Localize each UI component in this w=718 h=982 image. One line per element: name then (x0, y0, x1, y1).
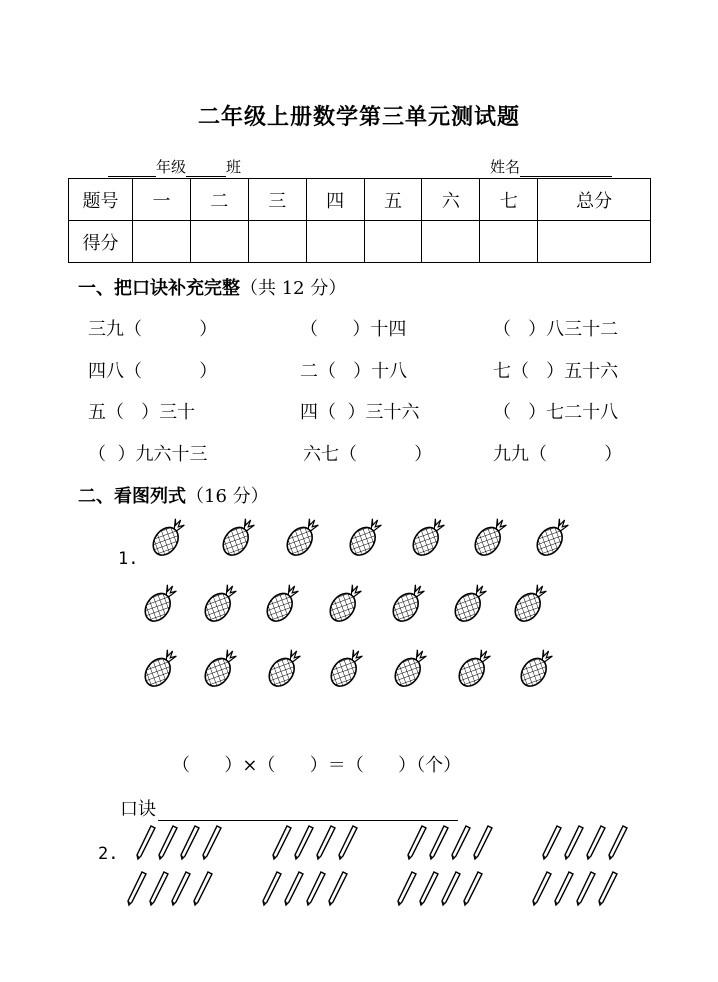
pencil-group (128, 826, 627, 905)
header-cell: 六 (422, 179, 480, 221)
fill-item[interactable]: 二（ ）十八 (300, 361, 408, 382)
pencil-icon (137, 826, 155, 859)
pencil-icon (339, 826, 357, 859)
question-number: 1. (118, 549, 139, 569)
pencil-icon (599, 872, 617, 905)
name-label: 姓名 (490, 158, 521, 176)
grade-blank[interactable] (108, 162, 156, 177)
pencil-icon (452, 826, 470, 859)
grade-label: 年级 (156, 158, 187, 176)
pencil-icon (307, 872, 325, 905)
pineapple-icon (264, 645, 306, 691)
pineapple-icon (218, 514, 260, 560)
pineapple-icon (140, 645, 182, 691)
class-label: 班 (226, 158, 242, 176)
score-cell[interactable] (306, 221, 364, 263)
pineapple-group (140, 514, 570, 691)
pineapple-icon (450, 580, 492, 626)
pineapple-icon (140, 580, 182, 626)
page-title: 二年级上册数学第三单元测试题 (197, 104, 520, 130)
header-cell: 二 (190, 179, 248, 221)
pineapple-icon (200, 580, 242, 626)
equation-line[interactable]: （ ）×（ ）＝（ ）（个） (172, 755, 462, 776)
pencil-icon (273, 826, 291, 859)
pencil-icon (181, 826, 199, 859)
koujue-blank[interactable] (158, 802, 458, 821)
pencil-icon (609, 826, 627, 859)
fill-item[interactable]: 四八（ ） (88, 361, 218, 382)
pineapple-icon (510, 580, 552, 626)
pineapple-icon (148, 514, 190, 560)
fill-item[interactable]: 五（ ）三十 (88, 402, 196, 423)
pineapple-icon (388, 580, 430, 626)
fill-item[interactable]: 四（ ）三十六 (300, 402, 420, 423)
koujue-line (120, 795, 458, 821)
pencil-icon (159, 826, 177, 859)
header-cell: 三 (248, 179, 306, 221)
score-header-row (69, 179, 651, 221)
question-number: 2. (98, 844, 119, 864)
section2-points: （16 分） (186, 486, 269, 507)
pineapple-icon (325, 580, 367, 626)
pencil-icon (565, 826, 583, 859)
pencil-icon (263, 872, 281, 905)
pencil-icon (555, 872, 573, 905)
pineapple-icon (200, 645, 242, 691)
pencil-icon (420, 872, 438, 905)
pineapple-icon (408, 514, 450, 560)
pencil-icon (329, 872, 347, 905)
score-cell[interactable] (480, 221, 538, 263)
score-cell[interactable] (364, 221, 422, 263)
section1-points: （共 12 分） (240, 278, 347, 299)
pineapple-icon (454, 645, 496, 691)
pencil-icon (408, 826, 426, 859)
name-blank[interactable] (520, 162, 612, 177)
section1-title: 一、把口诀补充完整 (78, 278, 240, 299)
pineapple-icon (516, 645, 558, 691)
pencil-icon (464, 872, 482, 905)
pineapple-icon (532, 514, 570, 560)
header-cell: 七 (480, 179, 538, 221)
pencil-icon (577, 872, 595, 905)
fill-item[interactable]: （ ）八三十二 (493, 319, 619, 340)
pineapple-icon (262, 580, 304, 626)
header-cell: 四 (306, 179, 364, 221)
pineapple-figure (140, 512, 570, 692)
koujue-label: 口诀 (120, 799, 156, 820)
fill-item[interactable]: 六七（ ） (303, 444, 433, 465)
name-line (490, 156, 612, 177)
pencil-icon (128, 872, 146, 905)
pencil-icon (587, 826, 605, 859)
pencil-icon (442, 872, 460, 905)
score-cell[interactable] (538, 221, 651, 263)
score-cell[interactable] (248, 221, 306, 263)
pencil-icon (474, 826, 492, 859)
pineapple-icon (326, 645, 368, 691)
grade-class-line (108, 156, 241, 177)
fill-item[interactable]: （ ）九六十三 (88, 444, 208, 465)
pencil-icon (543, 826, 561, 859)
score-cell[interactable] (133, 221, 191, 263)
fill-item[interactable]: （ ）七二十八 (493, 402, 619, 423)
fill-item[interactable]: 七（ ）五十六 (493, 361, 619, 382)
fill-item[interactable]: 九九（ ） (493, 444, 623, 465)
header-cell: 五 (364, 179, 422, 221)
pineapple-icon (390, 645, 432, 691)
pencil-icon (398, 872, 416, 905)
score-value-row (69, 221, 651, 263)
header-cell: 题号 (69, 179, 133, 221)
pencil-icon (317, 826, 335, 859)
header-cell: 总分 (538, 179, 651, 221)
pencil-icon (533, 872, 551, 905)
section2-heading (78, 482, 269, 508)
pencil-icon (172, 872, 190, 905)
class-blank[interactable] (186, 162, 226, 177)
pencil-icon (295, 826, 313, 859)
fill-item[interactable]: 三九（ ） (88, 319, 218, 340)
score-cell[interactable] (422, 221, 480, 263)
score-row-label: 得分 (69, 221, 133, 263)
pineapple-icon (470, 514, 512, 560)
pencil-icon (150, 872, 168, 905)
score-table (68, 178, 651, 263)
pineapple-icon (282, 514, 324, 560)
pencil-icon (194, 872, 212, 905)
pencil-icon (285, 872, 303, 905)
section1-heading (78, 274, 346, 300)
header-cell: 一 (133, 179, 191, 221)
pencil-icon (430, 826, 448, 859)
pencil-figure (125, 822, 645, 912)
pineapple-icon (345, 514, 387, 560)
section2-title: 二、看图列式 (78, 486, 186, 507)
pencil-icon (203, 826, 221, 859)
fill-item[interactable]: （ ）十四 (300, 319, 407, 340)
score-cell[interactable] (190, 221, 248, 263)
